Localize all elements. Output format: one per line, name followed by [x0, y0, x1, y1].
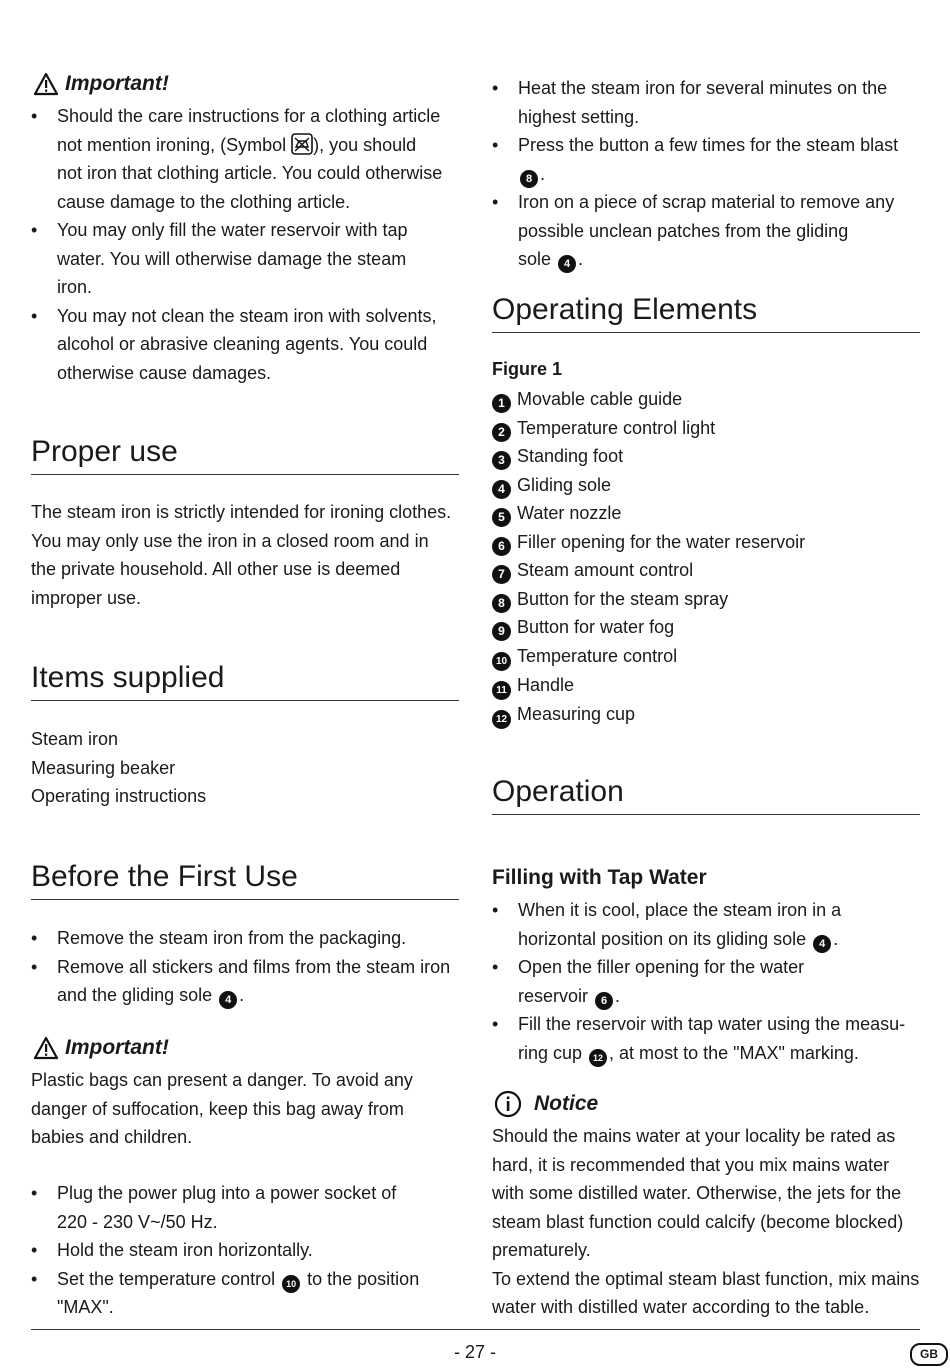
callout-number: 10	[492, 652, 511, 671]
filling-list	[492, 896, 922, 1067]
list-item: Measuring beaker	[31, 757, 176, 778]
warning-icon	[33, 72, 59, 96]
callout-number: 1	[492, 394, 511, 413]
callout-number: 5	[492, 508, 511, 527]
operating-element-label: Temperature control	[517, 645, 678, 666]
list-item: • You may only fill the water reservoir with tap water. You will otherwise damage the steam iron.	[31, 220, 408, 297]
operating-element-item	[492, 642, 805, 671]
operating-element-item	[492, 442, 805, 471]
operating-element-item	[492, 471, 805, 500]
callout-number: 2	[492, 423, 511, 442]
section-heading-proper-use: Proper use	[31, 434, 459, 475]
important-heading-2: Important!	[33, 1036, 169, 1060]
list-item: • When it is cool, place the steam iron in a horizontal position on its gliding sole 4 .	[492, 896, 922, 953]
info-icon	[494, 1090, 522, 1118]
operating-element-label: Temperature control light	[517, 417, 716, 438]
list-item: • Should the care instructions for a clothing article not mention ironing, (Symbol ), you should not iron that clothing article. You could otherwise cause damage to the clothing article.	[31, 106, 443, 212]
list-item: • Remove all stickers and films from the steam iron and the gliding sole 4 .	[31, 953, 471, 1010]
list-item: • Set the temperature control 10 to the position "MAX".	[31, 1268, 420, 1317]
list-item: • Open the filler opening for the water reservoir 6 .	[492, 953, 922, 1010]
list-item: • Plug the power plug into a power socket of 220 - 230 V~/50 Hz.	[31, 1183, 397, 1232]
heat-list	[492, 74, 922, 274]
subheading-filling: Filling with Tap Water	[492, 866, 707, 889]
list-item: • Press the button a few times for the steam blast 8 .	[492, 131, 922, 188]
callout-number: 11	[492, 681, 511, 700]
callout-number: 9	[492, 622, 511, 641]
operating-element-item	[492, 585, 805, 614]
operating-element-item	[492, 613, 805, 642]
section-heading-operation: Operation	[492, 774, 920, 815]
no-ironing-symbol-icon	[291, 133, 313, 155]
callout-number: 6	[595, 992, 613, 1010]
important-text-2: Plastic bags can present a danger. To avoid any danger of suffocation, keep this bag away from babies and children.	[31, 1070, 413, 1147]
before-first-use-list	[31, 924, 471, 1010]
list-item: Operating instructions	[31, 786, 207, 806]
section-heading-operating-elements: Operating Elements	[492, 292, 920, 333]
callout-number: 12	[492, 710, 511, 729]
callout-number: 7	[492, 565, 511, 584]
operating-element-item	[492, 499, 805, 528]
operating-elements-list	[492, 385, 805, 729]
list-item: • Remove the steam iron from the packaging.	[31, 928, 407, 948]
operating-element-item	[492, 385, 805, 414]
page-number: - 27 -	[453, 1342, 496, 1362]
proper-use-text: The steam iron is strictly intended for ironing clothes. You may only use the iron in a closed room and in the private household. All other use is deemed improper use.	[31, 502, 452, 608]
callout-number: 10	[282, 1275, 300, 1293]
callout-number: 6	[492, 537, 511, 556]
callout-number: 12	[589, 1049, 607, 1067]
operating-element-label: Gliding sole	[517, 474, 612, 495]
notice-heading: Notice	[494, 1090, 598, 1118]
operating-element-label: Steam amount control	[517, 560, 694, 580]
figure-label: Figure 1	[492, 359, 563, 379]
list-item: • You may not clean the steam iron with solvents, alcohol or abrasive cleaning agents. You could otherwise cause damages.	[31, 305, 437, 383]
operating-element-label: Handle	[517, 674, 575, 695]
operating-element-item	[492, 556, 805, 585]
operating-element-label: Standing foot	[517, 446, 624, 466]
items-supplied-list	[31, 725, 206, 811]
important-heading-1: Important!	[33, 72, 169, 96]
callout-number: 4	[558, 255, 576, 273]
callout-number: 3	[492, 451, 511, 470]
callout-number: 4	[219, 991, 237, 1009]
operating-element-label: Measuring cup	[517, 703, 636, 724]
notice-text: Should the mains water at your locality be rated as hard, it is recommended that you mix mains water with some distilled water. Otherwise, the jets for the steam blast function could calcify (become blocked) prematurely. To extend the optimal steam blast function, mix mains water with distilled water according to the table.	[492, 1126, 920, 1317]
operating-element-item	[492, 414, 805, 443]
list-item: Steam iron	[31, 729, 119, 749]
operating-element-label: Water nozzle	[517, 503, 622, 523]
plug-list	[31, 1179, 471, 1322]
operating-element-label: Button for water fog	[517, 617, 675, 637]
callout-number: 4	[492, 480, 511, 499]
operating-element-label: Filler opening for the water reservoir	[517, 531, 806, 552]
callout-number: 4	[813, 935, 831, 953]
list-item: • Iron on a piece of scrap material to remove any possible unclean patches from the gliding sole 4 .	[492, 188, 922, 274]
footer-divider	[31, 1329, 920, 1330]
operating-element-item	[492, 700, 805, 729]
warning-icon	[33, 1036, 59, 1060]
list-item: • Heat the steam iron for several minutes on the highest setting.	[492, 78, 888, 127]
operating-element-label: Movable cable guide	[517, 389, 683, 409]
operating-element-item	[492, 671, 805, 700]
list-item: • Fill the reservoir with tap water using the measu- ring cup 12 , at most to the "MAX" marking.	[492, 1010, 922, 1067]
operating-element-item	[492, 528, 805, 557]
callout-number: 8	[520, 170, 538, 188]
list-item: • Hold the steam iron horizontally.	[31, 1240, 313, 1260]
important-bullets-1	[31, 102, 459, 387]
callout-number: 8	[492, 594, 511, 613]
section-heading-before-first-use: Before the First Use	[31, 859, 459, 900]
language-badge: GB	[910, 1343, 948, 1366]
section-heading-items-supplied: Items supplied	[31, 660, 459, 701]
operating-element-label: Button for the steam spray	[517, 588, 729, 609]
